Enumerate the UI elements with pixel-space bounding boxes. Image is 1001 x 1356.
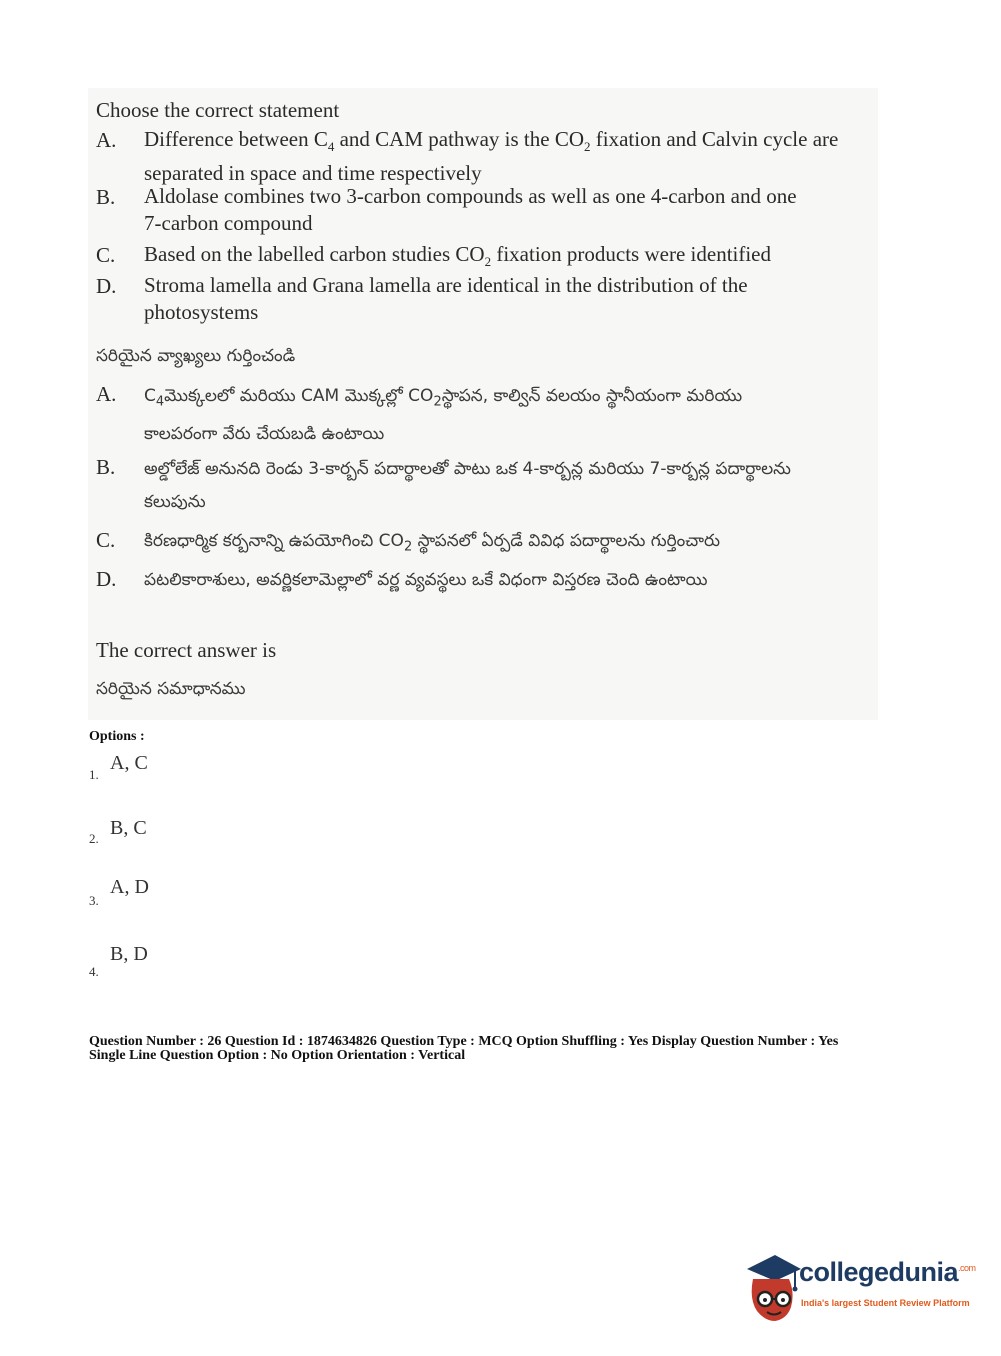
telugu-statement-c: కిరణధార్మిక కర్బనాన్ని ఉపయోగించి $CO_2$ స్థాపనలో ఏర్పడే వివిధ పదార్థాలను గుర్తించారు (144, 531, 721, 555)
telugu-statement-d: పటలికారాశులు, అవర్ణికలామెల్లాలో వర్ణ వ్యవస్థలు ఒకే విధంగా విస్తరణ చెంది ఉంటాయి (144, 570, 708, 590)
telugu-statement-b: అల్డోలేజ్ అనునది రెండు 3-కార్బన్ పదార్థాలతో పాటు ఒక 4-కార్బన్ల మరియు 7-కార్బన్ల పదార్థాలను కలుపును (144, 459, 791, 512)
option-4[interactable]: B, D (110, 943, 148, 965)
option-2[interactable]: B, C (110, 817, 147, 839)
option-number: 3. (89, 893, 99, 908)
statement-letter: D. (96, 567, 117, 591)
english-heading: Choose the correct statement (96, 98, 340, 122)
statement-letter: D. (96, 274, 117, 298)
statement-letter: B. (96, 455, 116, 479)
options-label: Options : (89, 729, 145, 744)
mascot-icon (743, 1249, 803, 1329)
option-3[interactable]: A, D (110, 876, 149, 898)
option-number: 4. (89, 964, 99, 979)
option-1[interactable]: A, C (110, 752, 148, 774)
option-number: 1. (89, 767, 99, 782)
telugu-answer-prompt: సరియైన సమాధానము (96, 679, 246, 699)
english-statement-d: Stroma lamella and Grana lamella are identical in the distribution of the photosystems (144, 273, 748, 324)
english-statement-b: Aldolase combines two 3-carbon compounds as well as one 4-carbon and one 7-carbon compound (144, 184, 797, 235)
question-metadata-line2: Single Line Question Option : No Option Orientation : Vertical (89, 1048, 466, 1063)
english-answer-prompt: The correct answer is (96, 638, 277, 662)
statement-letter: A. (96, 128, 117, 152)
statement-letter: B. (96, 185, 116, 209)
telugu-heading: సరియైన వ్యాఖ్యలు గుర్తించండి (96, 346, 296, 366)
english-statement-c: Based on the labelled carbon studies $CO_2$ fixation products were identified (144, 242, 772, 270)
english-statement-a: Difference between $C_4$ and CAM pathway is the $CO_2$ fixation and Calvin cycle are separated in space and time respectively (144, 127, 839, 186)
telugu-statement-a: $C_4మొక్కలలో$ మరియు CAM మొక్కల్లో $CO_2స్థాపన$, కాల్విన్ వలయం స్థానీయంగా మరియు కాలపరంగా వేరు చేయబడి ఉంటాయి (144, 386, 743, 445)
collegedunia-logo[interactable] (743, 1249, 976, 1339)
option-number: 2. (89, 831, 99, 846)
question-metadata-line1: Question Number : 26 Question Id : 1874634826 Question Type : MCQ Option Shuffling : Yes Display Question Number : Yes (89, 1034, 839, 1049)
statement-letter: A. (96, 382, 117, 406)
logo-tld: .com (958, 1263, 976, 1273)
statement-letter: C. (96, 528, 116, 552)
logo-tagline: India's largest Student Review Platform (801, 1298, 970, 1308)
logo-wordmark: collegedunia (799, 1257, 959, 1287)
statement-letter: C. (96, 243, 116, 267)
